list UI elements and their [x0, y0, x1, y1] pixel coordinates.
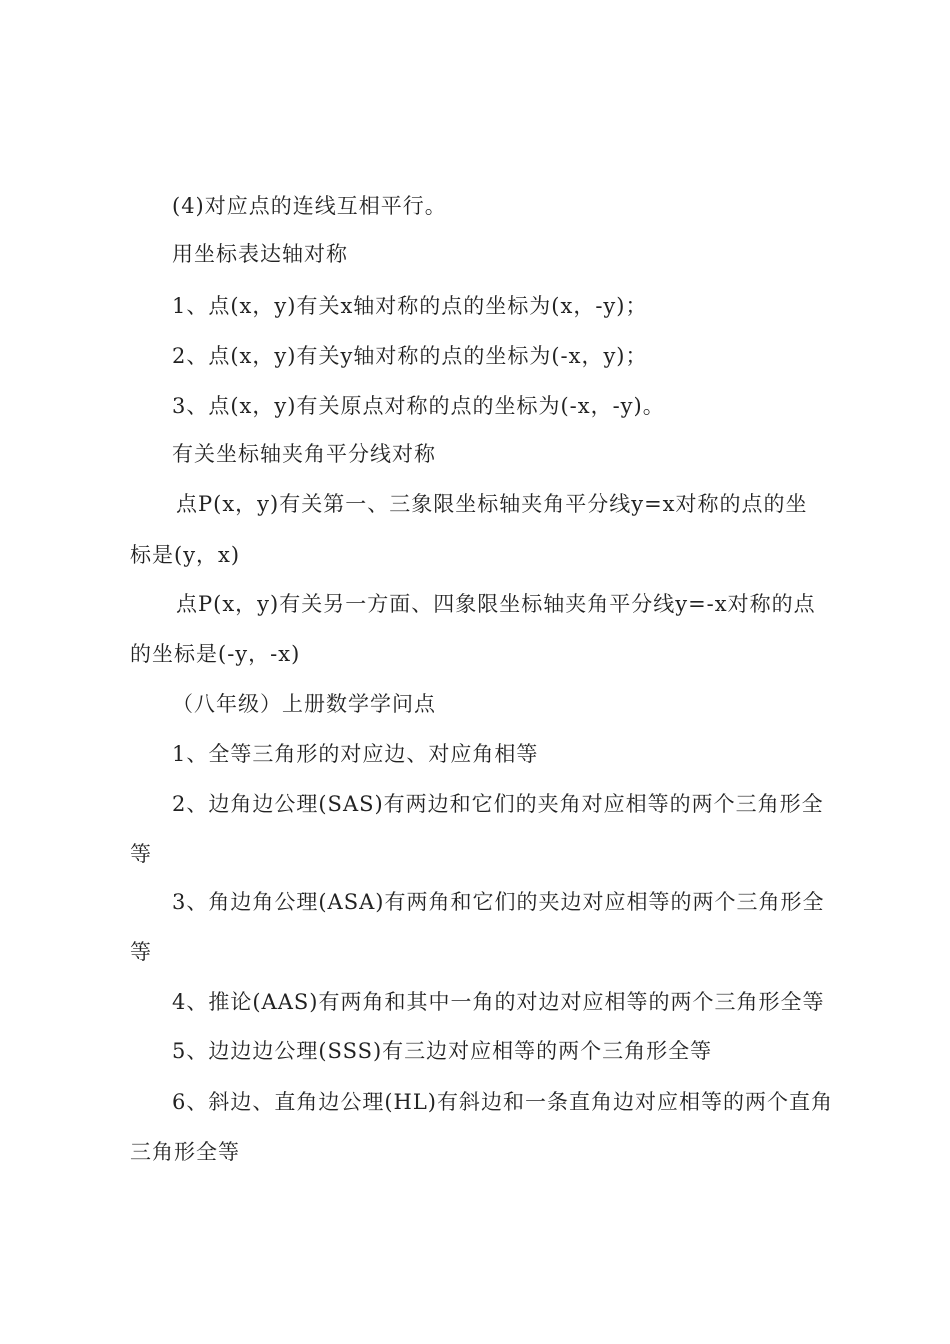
text-line-sss: 5、边边边公理(SSS)有三边对应相等的两个三角形全等	[172, 1039, 713, 1063]
text-line-origin-symmetry: 3、点(x，y)有关原点对称的点的坐标为(-x，-y)。	[172, 394, 665, 418]
text-line-hl-cont: 三角形全等	[130, 1140, 240, 1164]
text-line-asa-cont: 等	[130, 940, 152, 964]
text-line-x-axis-symmetry: 1、点(x，y)有关x轴对称的点的坐标为(x，-y)；	[172, 294, 648, 318]
text-line-aas: 4、推论(AAS)有两角和其中一角的对边对应相等的两个三角形全等	[172, 990, 825, 1014]
section-heading-bisector-symmetry: 有关坐标轴夹角平分线对称	[172, 442, 436, 466]
text-line-bisector-y-equals-x-cont: 标是(y，x)	[130, 543, 241, 567]
section-heading-grade8-math: （八年级）上册数学学问点	[172, 692, 436, 716]
text-line-bisector-y-equals-neg-x-cont: 的坐标是(-y，-x)	[130, 642, 301, 666]
text-line-bisector-y-equals-x: 点P(x，y)有关第一、三象限坐标轴夹角平分线y=x对称的点的坐	[176, 492, 808, 516]
text-line-hl: 6、斜边、直角边公理(HL)有斜边和一条直角边对应相等的两个直角	[172, 1090, 834, 1114]
text-line-bisector-y-equals-neg-x: 点P(x，y)有关另一方面、四象限坐标轴夹角平分线y=-x对称的点	[176, 592, 816, 616]
text-line-congruent-corresponding: 1、全等三角形的对应边、对应角相等	[172, 742, 539, 766]
section-heading-axial-symmetry-coordinates: 用坐标表达轴对称	[172, 242, 348, 266]
text-line-sas: 2、边角边公理(SAS)有两边和它们的夹角对应相等的两个三角形全	[172, 792, 824, 816]
text-line-parallel-property: (4)对应点的连线互相平行。	[172, 194, 447, 218]
text-line-sas-cont: 等	[130, 842, 152, 866]
text-line-y-axis-symmetry: 2、点(x，y)有关y轴对称的点的坐标为(-x，y)；	[172, 344, 648, 368]
text-line-asa: 3、角边角公理(ASA)有两角和它们的夹边对应相等的两个三角形全	[172, 890, 825, 914]
